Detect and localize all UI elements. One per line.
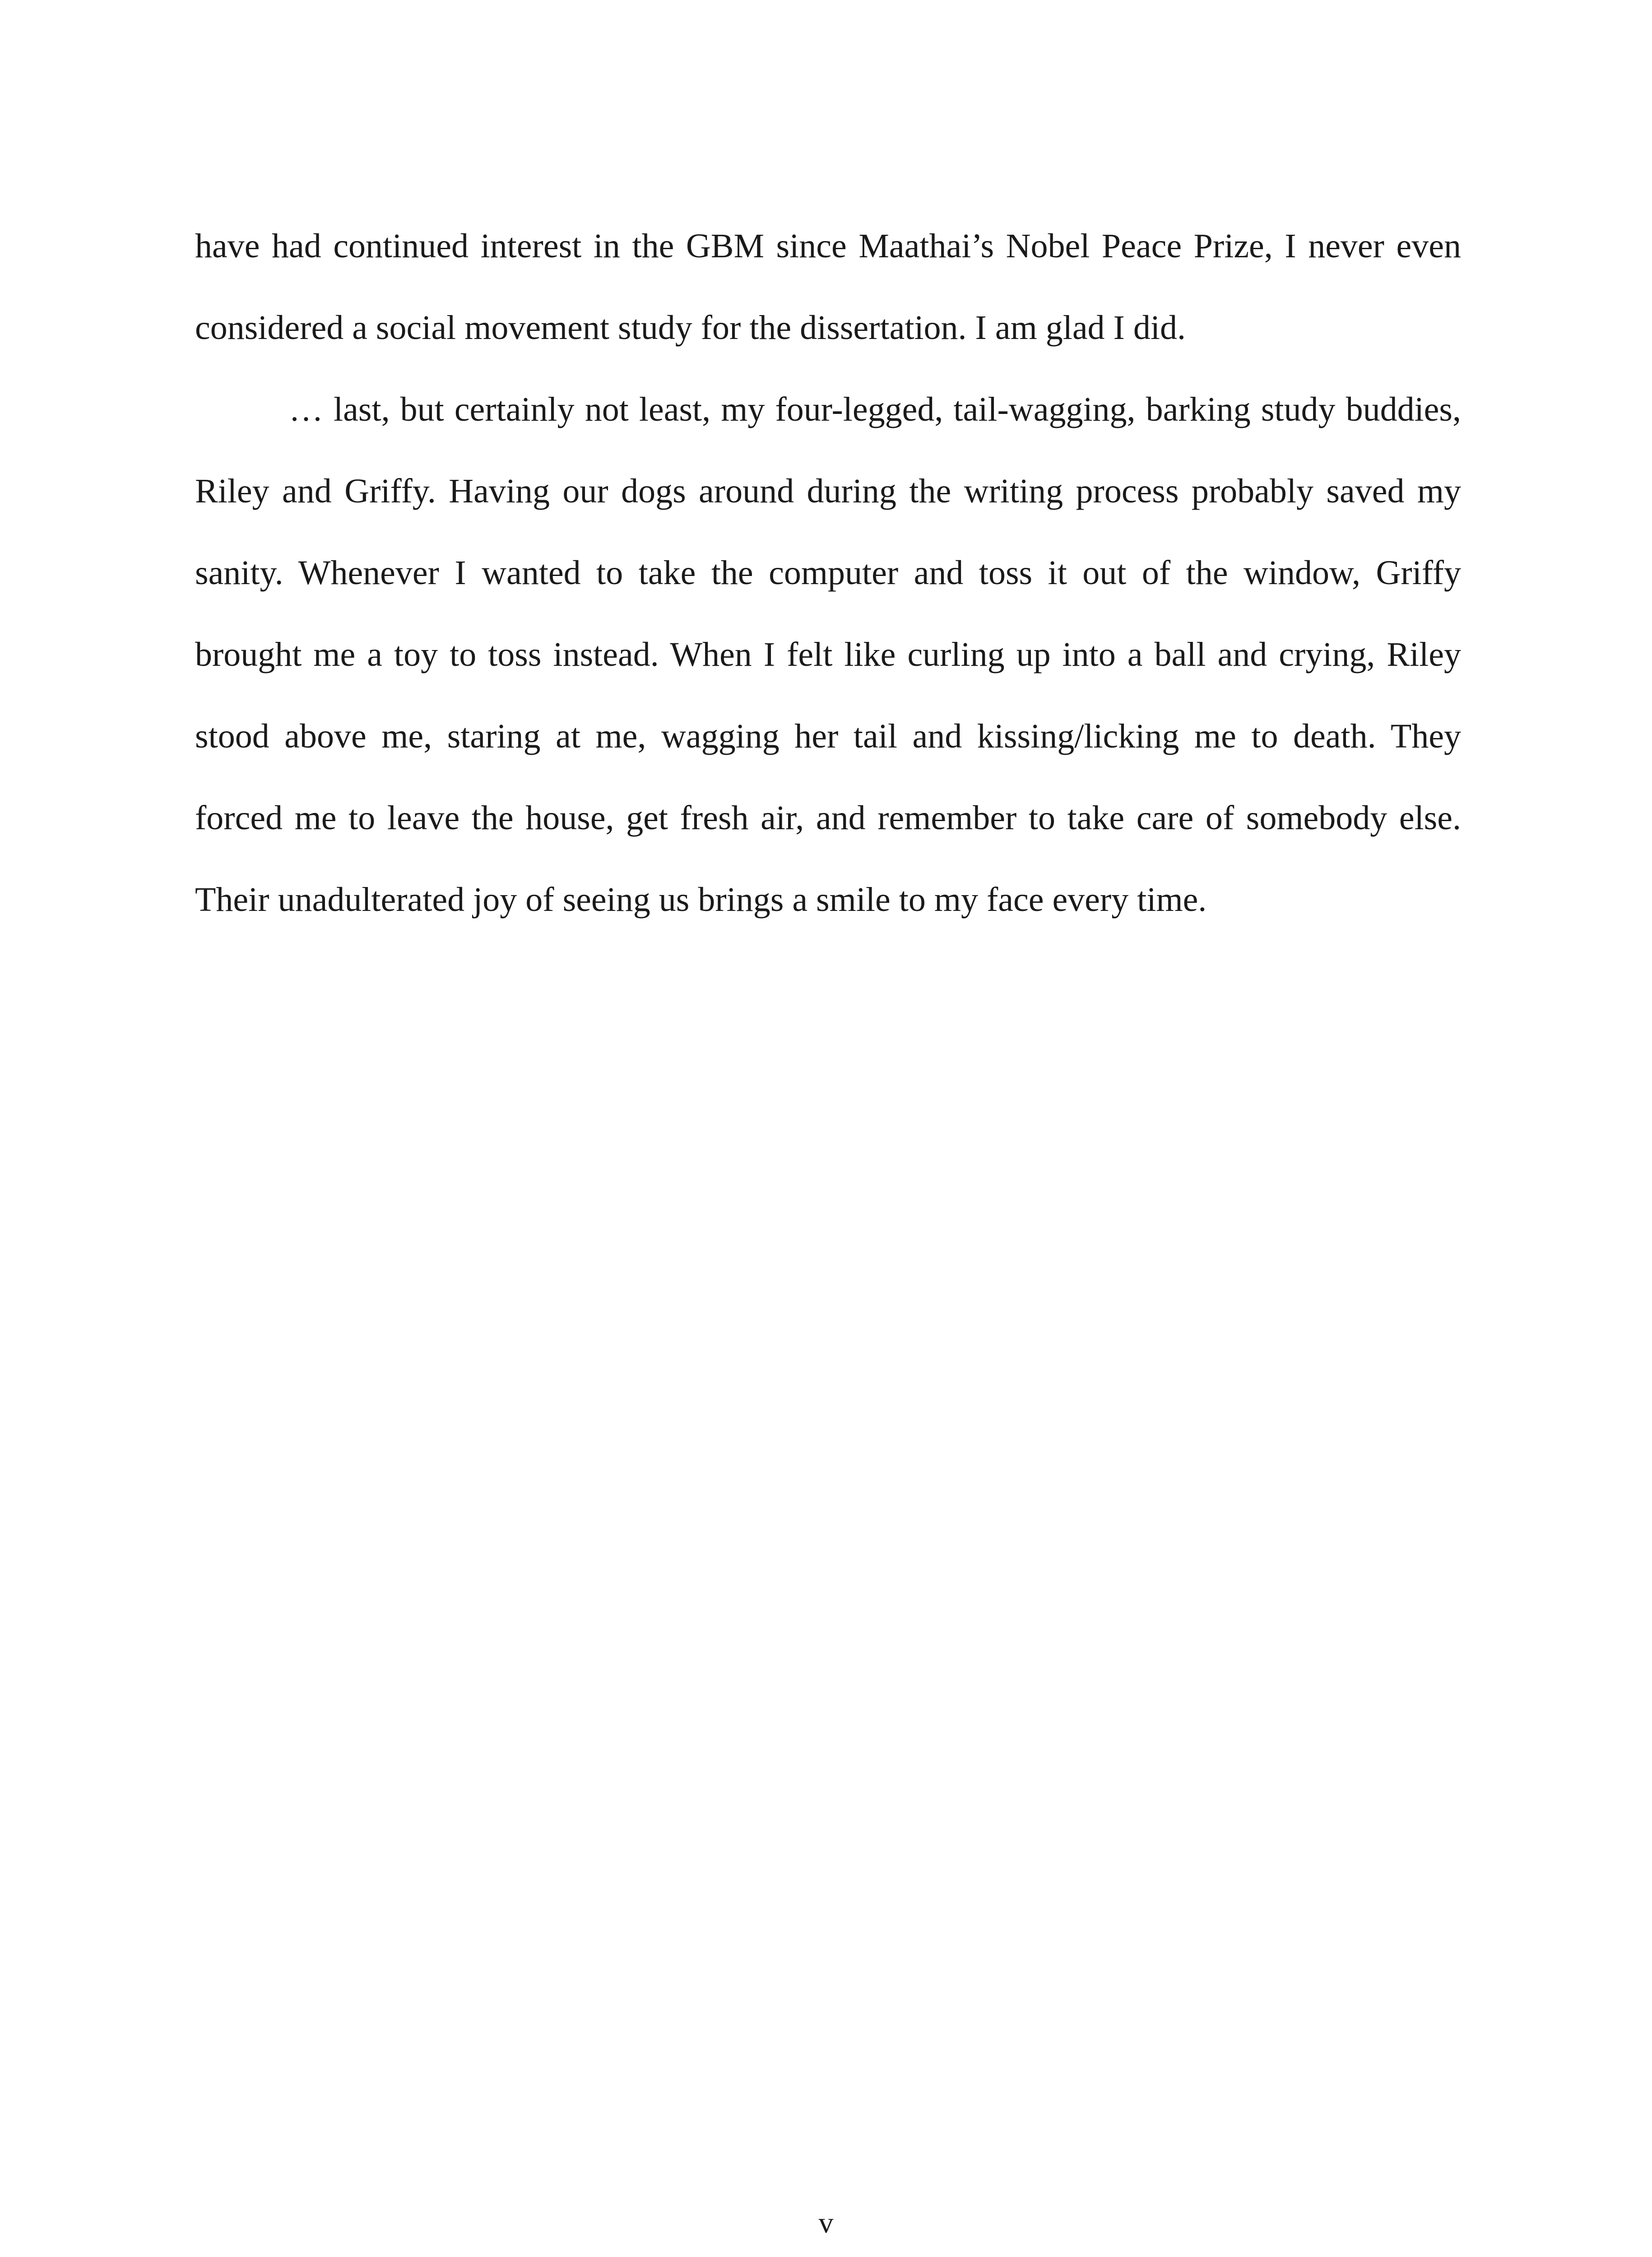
paragraph-continuation: have had continued interest in the GBM since Maathai’s Nobel Peace Prize, I never even considered a social movement study for the dissertation. I am glad I did. <box>195 227 1461 347</box>
paragraph-acknowledgment-dogs: … last, but certainly not least, my four-legged, tail-wagging, barking study buddies, Riley and Griffy. Having our dogs around during the writing process probably saved my sanity. Whenever I wanted to take the computer and toss it out of the window, Griffy brought me a toy to toss instead. When I felt like curling up into a ball and crying, Riley stood above me, staring at me, wagging her tail and kissing/licking me to death. They forced me to leave the house, get fresh air, and remember to take care of somebody else. Their unadulterated joy of seeing us brings a smile to my face every time. <box>195 390 1461 919</box>
body-text <box>195 205 1461 941</box>
page-number: v <box>818 2206 834 2239</box>
